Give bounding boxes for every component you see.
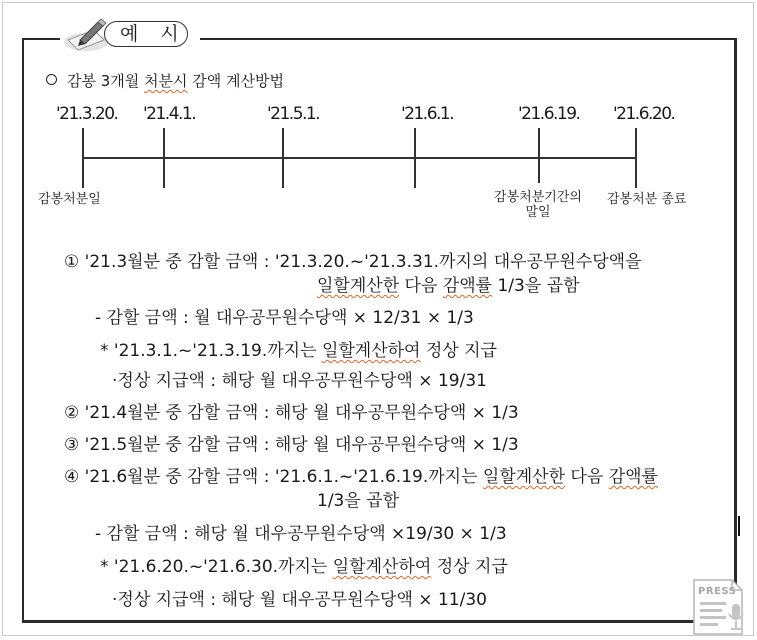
text-cursor — [738, 516, 740, 536]
item-2: ② '21.4월분 중 감할 금액 : 해당 월 대우공무원수당액 × 1/3 — [64, 403, 519, 423]
pen-paper-icon — [60, 18, 110, 54]
item-1-mid: 다음 — [399, 276, 443, 296]
item-4-wavy1: 일할계산한 — [482, 467, 566, 487]
timeline-tick — [635, 128, 637, 188]
timeline-date: '21.4.1. — [143, 104, 196, 124]
heading-text-end: 감액 계산방법 — [187, 72, 285, 90]
timeline-tick — [414, 128, 416, 188]
item-4-line2: 1/3을 곱함 — [317, 491, 400, 511]
item-4-sub2 — [100, 556, 508, 578]
item-4-sub1: - 감할 금액 : 해당 월 대우공무원수당액 ×19/30 × 1/3 — [95, 524, 507, 544]
timeline-label-last — [490, 190, 586, 220]
timeline-label-last-line2: 말일 — [525, 205, 551, 220]
item-1-sub2-wavy: 일할계산하여 — [321, 341, 421, 361]
item-1-line2 — [317, 275, 580, 297]
item-4-wavy2: 감액률 — [608, 467, 658, 487]
timeline-tick — [82, 128, 84, 188]
item-1-sub1: - 감할 금액 : 월 대우공무원수당액 × 12/31 × 1/3 — [95, 308, 474, 328]
timeline-tick — [538, 128, 540, 183]
timeline-tick — [163, 128, 165, 188]
item-4-sub3: ·정상 지급액 : 해당 월 대우공무원수당액 × 11/30 — [112, 590, 487, 610]
item-4-mid: 다음 — [565, 467, 609, 487]
timeline-tick — [282, 128, 284, 188]
timeline-axis — [82, 157, 636, 159]
section-heading — [46, 70, 284, 91]
timeline-date: '21.6.19. — [518, 104, 580, 124]
timeline-date: '21.6.20. — [613, 104, 675, 124]
timeline-label-start: 감봉처분일 — [38, 192, 101, 207]
heading-text: 감봉 3개월 — [67, 72, 145, 90]
item-1-sub2 — [100, 340, 497, 362]
title-tab — [60, 18, 200, 54]
timeline-label-end: 감봉처분 종료 — [607, 192, 687, 207]
timeline-date: '21.3.20. — [56, 104, 118, 124]
item-1-sub3: ·정상 지급액 : 해당 월 대우공무원수당액 × 19/31 — [112, 371, 487, 391]
item-4-line1 — [64, 466, 658, 488]
item-4-sub2-pre: * '21.6.20.~'21.6.30.까지는 — [100, 557, 333, 577]
timeline-date: '21.6.1. — [401, 104, 454, 124]
item-1-wavy2: 감액률 — [442, 276, 493, 296]
item-1-wavy: 일할계산한 — [317, 276, 400, 296]
press-label: PRESS — [698, 586, 737, 597]
timeline-label-last-line1: 감봉처분기간의 — [494, 190, 582, 205]
item-3: ③ '21.5월분 중 감할 금액 : 해당 월 대우공무원수당액 × 1/3 — [64, 435, 519, 455]
item-4-pre: ④ '21.6월분 중 감할 금액 : '21.6.1.~'21.6.19.까지는 — [64, 467, 483, 487]
item-1-sub2-post: 정상 지급 — [420, 341, 497, 361]
item-1-line1: ① '21.3월분 중 감할 금액 : '21.3.20.~'21.3.31.까지의 대우공무원수당액을 — [64, 252, 642, 272]
box-title: 예 시 — [120, 23, 187, 45]
press-badge — [688, 578, 750, 636]
timeline-date: '21.5.1. — [267, 104, 320, 124]
item-1-sub2-pre: * '21.3.1.~'21.3.19.까지는 — [100, 341, 322, 361]
hollow-circle-icon — [46, 74, 57, 85]
item-4-sub2-wavy: 일할계산하여 — [332, 557, 432, 577]
item-4-sub2-post: 정상 지급 — [431, 557, 508, 577]
item-1-end: 1/3을 곱함 — [492, 276, 580, 296]
heading-wavy-text: 처분시 — [144, 72, 188, 90]
